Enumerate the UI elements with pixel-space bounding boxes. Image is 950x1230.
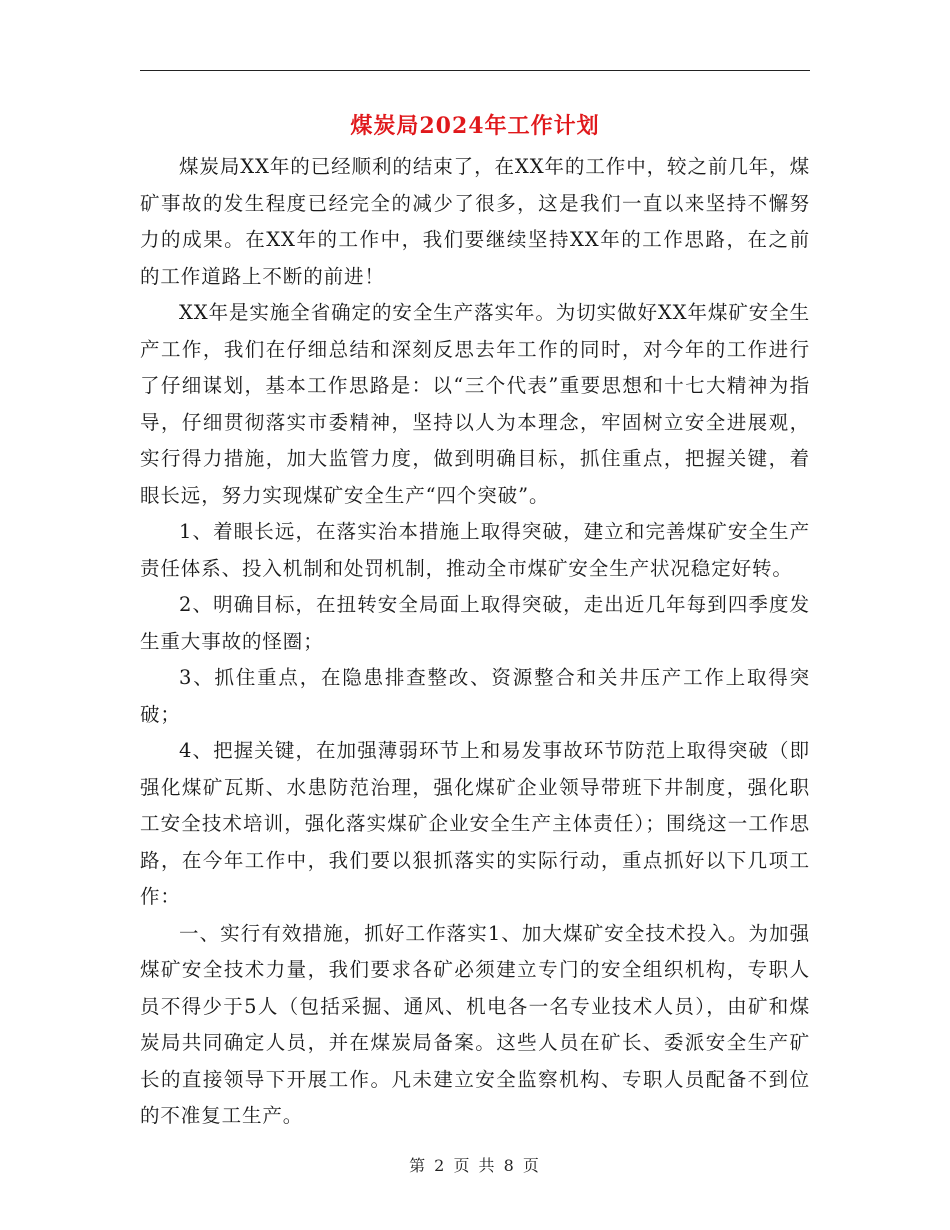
paragraph-section-1: 一、实行有效措施，抓好工作落实1、加大煤矿安全技术投入。为加强煤矿安全技术力量，我们要求各矿必须建立专门的安全组织机构，专职人员不得少于5人（包括采掘、通风、机电各一名专业技术人员），由矿和煤炭局共同确定人员，并在煤炭局备案。这些人员在矿长、委派安全生产矿长的直接领导下开展工作。凡未建立安全监察机构、专职人员配备不到位的不准复工生产。 (140, 921, 810, 1127)
paragraph-item-2: 2、明确目标，在扭转安全局面上取得突破，走出近几年每到四季度发生重大事故的怪圈； (140, 593, 810, 653)
paragraph-item-4: 4、把握关键，在加强薄弱环节上和易发事故环节防范上取得突破（即强化煤矿瓦斯、水患防范治理，强化煤矿企业领导带班下井制度，强化职工安全技术培训，强化落实煤矿企业安全生产主体责任）；围绕这一工作思路，在今年工作中，我们要以狠抓落实的实际行动，重点抓好以下几项工作： (140, 739, 810, 908)
paragraph-work-idea: XX年是实施全省确定的安全生产落实年。为切实做好XX年煤矿安全生产工作，我们在仔细总结和深刻反思去年工作的同时，对今年的工作进行了仔细谋划，基本工作思路是：以“三个代表”重要思想和十七大精神为指导，仔细贯彻落实市委精神，坚持以人为本理念，牢固树立安全进展观，实行得力措施，加大监管力度，做到明确目标，抓住重点，把握关键，着眼长远，努力实现煤矿安全生产“四个突破”。 (140, 301, 810, 507)
page-number: 第 2 页 共 8 页 (409, 1156, 541, 1175)
paragraph-item-3: 3、抓住重点，在隐患排查整改、资源整合和关井压产工作上取得突破； (140, 666, 810, 726)
document-title: 煤炭局2024年工作计划 (350, 113, 600, 139)
header-rule (140, 70, 810, 71)
paragraph-intro: 煤炭局XX年的已经顺利的结束了，在XX年的工作中，较之前几年，煤矿事故的发生程度已经完全的减少了很多，这是我们一直以来坚持不懈努力的成果。在XX年的工作中，我们要继续坚持XX年的工作思路，在之前的工作道路上不断的前进！ (140, 155, 810, 288)
paragraph-item-1: 1、着眼长远，在落实治本措施上取得突破，建立和完善煤矿安全生产责任体系、投入机制和处罚机制，推动全市煤矿安全生产状况稳定好转。 (140, 520, 810, 580)
document-body (140, 149, 810, 1135)
